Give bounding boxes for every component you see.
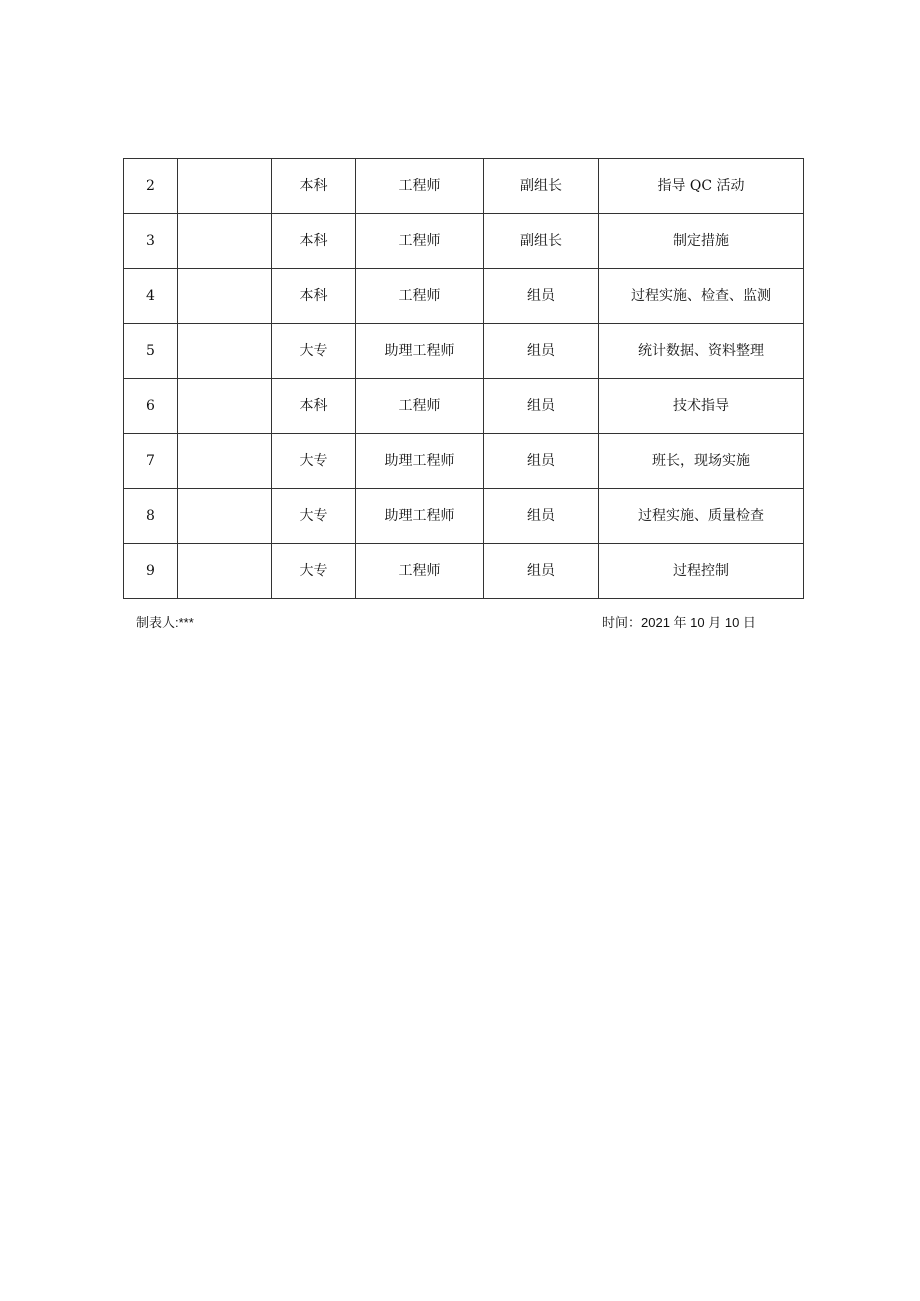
- cell-education: 大专: [272, 544, 356, 599]
- cell-title: 工程师: [356, 379, 484, 434]
- table-row: [124, 434, 804, 489]
- cell-title: 工程师: [356, 269, 484, 324]
- cell-role: 组员: [484, 434, 599, 489]
- cell-education: 大专: [272, 324, 356, 379]
- cell-name: [178, 434, 272, 489]
- table-row: [124, 159, 804, 214]
- cell-role: 组员: [484, 379, 599, 434]
- cell-role: 组员: [484, 324, 599, 379]
- cell-title: 工程师: [356, 214, 484, 269]
- cell-education: 本科: [272, 159, 356, 214]
- cell-education: 本科: [272, 214, 356, 269]
- cell-no: 7: [124, 434, 178, 489]
- cell-duty: 统计数据、资料整理: [599, 324, 804, 379]
- cell-role: 副组长: [484, 159, 599, 214]
- cell-education: 大专: [272, 434, 356, 489]
- cell-name: [178, 379, 272, 434]
- cell-duty: 过程控制: [599, 544, 804, 599]
- cell-title: 工程师: [356, 544, 484, 599]
- date-label: 时间：: [602, 615, 642, 630]
- cell-no: 3: [124, 214, 178, 269]
- table-row: [124, 489, 804, 544]
- table-row: [124, 544, 804, 599]
- cell-name: [178, 489, 272, 544]
- cell-name: [178, 159, 272, 214]
- cell-duty: 班长，现场实施: [599, 434, 804, 489]
- cell-name: [178, 544, 272, 599]
- cell-name: [178, 214, 272, 269]
- cell-education: 本科: [272, 379, 356, 434]
- table-date: [602, 614, 756, 632]
- cell-title: 助理工程师: [356, 324, 484, 379]
- cell-no: 8: [124, 489, 178, 544]
- cell-role: 组员: [484, 269, 599, 324]
- cell-name: [178, 269, 272, 324]
- cell-duty: 过程实施、质量检查: [599, 489, 804, 544]
- cell-name: [178, 324, 272, 379]
- member-table: [123, 158, 804, 599]
- maker-value: ***: [178, 615, 194, 630]
- cell-education: 大专: [272, 489, 356, 544]
- cell-no: 9: [124, 544, 178, 599]
- maker-label: 制表人:: [136, 615, 179, 630]
- cell-title: 助理工程师: [356, 489, 484, 544]
- table-row: [124, 379, 804, 434]
- table-row: [124, 269, 804, 324]
- table-maker: [136, 614, 194, 632]
- cell-no: 4: [124, 269, 178, 324]
- cell-duty: 技术指导: [599, 379, 804, 434]
- cell-no: 6: [124, 379, 178, 434]
- cell-role: 副组长: [484, 214, 599, 269]
- cell-no: 5: [124, 324, 178, 379]
- cell-duty: 制定措施: [599, 214, 804, 269]
- cell-title: 工程师: [356, 159, 484, 214]
- date-value: 2021 年 10 月 10 日: [641, 615, 756, 630]
- cell-no: 2: [124, 159, 178, 214]
- cell-title: 助理工程师: [356, 434, 484, 489]
- member-table-body: [124, 159, 804, 599]
- cell-role: 组员: [484, 544, 599, 599]
- cell-duty: 过程实施、检查、监测: [599, 269, 804, 324]
- cell-role: 组员: [484, 489, 599, 544]
- cell-education: 本科: [272, 269, 356, 324]
- table-row: [124, 324, 804, 379]
- table-row: [124, 214, 804, 269]
- cell-duty: 指导 QC 活动: [599, 159, 804, 214]
